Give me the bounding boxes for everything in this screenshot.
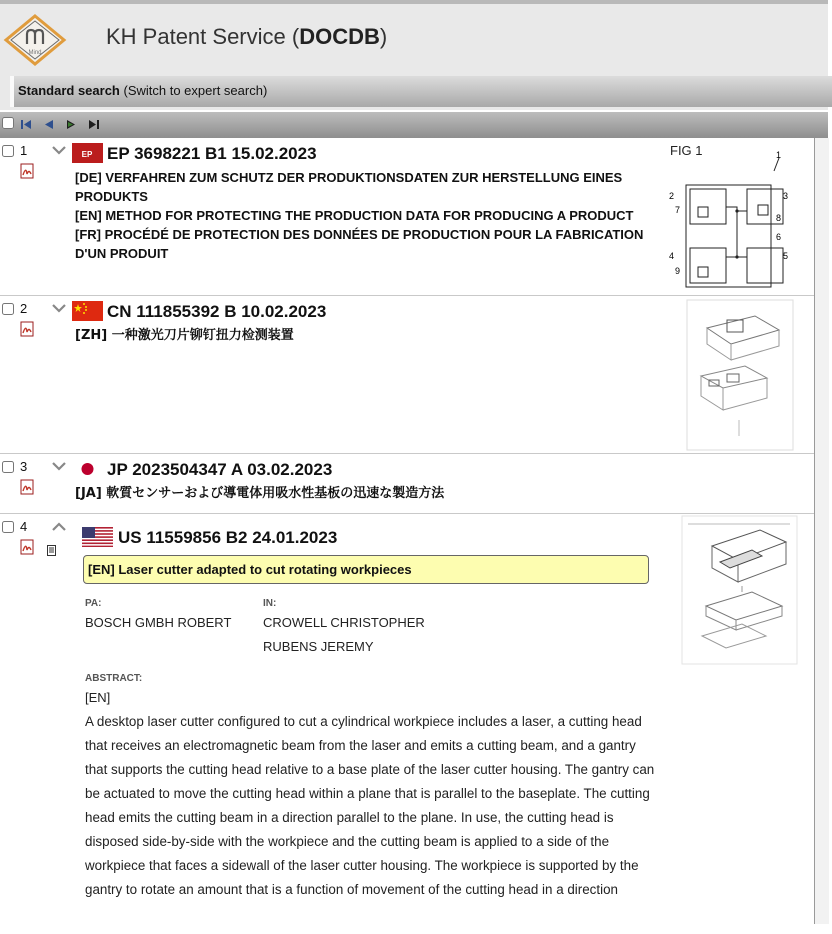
record-number: 4: [20, 519, 28, 534]
document-icon[interactable]: [47, 545, 56, 556]
in-label: IN:: [263, 598, 277, 609]
publication-number[interactable]: US 11559856 B2 24.01.2023: [118, 528, 338, 547]
app-title-prefix: KH Patent Service (: [106, 24, 300, 49]
record-number: 3: [20, 459, 28, 474]
eu-flag-icon: [72, 143, 103, 163]
first-page-icon[interactable]: [20, 118, 33, 131]
title-en: [EN] METHOD FOR PROTECTING THE PRODUCTION DATA FOR PRODUCING A PRODUCT: [75, 208, 634, 223]
title-ja: [JA] 軟質センサーおよび導電体用吸水性基板の迅速な製造方法: [75, 486, 445, 501]
switch-expert-search-link[interactable]: (Switch to expert search): [123, 83, 268, 98]
record-titles: [75, 168, 655, 263]
figure-label: FIG 1: [670, 143, 703, 158]
result-record: [0, 514, 814, 934]
standard-search-label: Standard search: [18, 83, 120, 98]
result-toolbar: [0, 112, 828, 138]
abstract-label: ABSTRACT:: [85, 673, 143, 684]
app-header: [0, 4, 828, 68]
pa-label: PA:: [85, 598, 102, 609]
search-bar: [0, 68, 828, 110]
inventor: CROWELL CHRISTOPHER: [263, 615, 425, 630]
us-flag-icon: [82, 527, 113, 547]
app-title-suffix: ): [379, 24, 388, 49]
record-number: 2: [20, 301, 28, 316]
chevron-down-icon[interactable]: [52, 146, 66, 155]
record-titles: [75, 484, 655, 503]
record-checkbox[interactable]: [2, 461, 14, 473]
app-title-bold: DOCDB: [299, 24, 380, 49]
fig-ref: 3: [783, 191, 789, 201]
last-page-icon[interactable]: [87, 118, 100, 131]
pdf-icon[interactable]: [20, 539, 34, 555]
logo-text: Mind: [28, 50, 42, 56]
fig-ref: 6: [776, 232, 782, 242]
publication-number[interactable]: JP 2023504347 A 03.02.2023: [107, 460, 333, 479]
app-title: [106, 24, 387, 50]
vertical-scrollbar[interactable]: [814, 138, 829, 924]
record-checkbox[interactable]: [2, 145, 14, 157]
result-record: [0, 296, 814, 454]
english-title-box: [83, 555, 649, 584]
chevron-down-icon[interactable]: [52, 304, 66, 313]
applicant: BOSCH GMBH ROBERT: [85, 615, 232, 630]
result-record: [0, 138, 814, 296]
japan-flag-icon: [72, 459, 103, 479]
pdf-icon[interactable]: [20, 163, 34, 179]
chevron-up-icon[interactable]: [52, 522, 66, 531]
fig-ref: 8: [776, 213, 782, 223]
chevron-down-icon[interactable]: [52, 462, 66, 471]
fig-ref: 1: [775, 150, 781, 160]
english-title: [EN] Laser cutter adapted to cut rotating workpieces: [88, 562, 412, 577]
record-checkbox[interactable]: [2, 303, 14, 315]
pdf-icon[interactable]: [20, 321, 34, 337]
result-list: [0, 138, 814, 924]
select-all-checkbox[interactable]: [2, 117, 14, 129]
result-record: [0, 454, 814, 514]
record-titles: [75, 326, 655, 345]
publication-number[interactable]: EP 3698221 B1 15.02.2023: [107, 144, 317, 163]
drawing-thumbnail[interactable]: [667, 141, 789, 291]
fig-ref: 7: [675, 205, 681, 215]
fig-ref: 5: [783, 251, 789, 261]
fig-ref: 4: [669, 251, 675, 261]
china-flag-icon: [72, 301, 103, 321]
record-number: 1: [20, 143, 28, 158]
title-de: [DE] VERFAHREN ZUM SCHUTZ DER PRODUKTIONSDATEN ZUR HERSTELLUNG EINES PRODUKTS: [75, 170, 623, 204]
publication-number[interactable]: CN 111855392 B 10.02.2023: [107, 302, 327, 321]
pdf-icon[interactable]: [20, 479, 34, 495]
abstract-text: A desktop laser cutter configured to cut a cylindrical workpiece includes a laser, a cutting head that receives an electromagnetic beam from the laser and emits a cutting beam, and a gantry that supports the cutting head relative to a base plate of the laser cutter housing. The gantry can be actuated to move the cutting head within a plane that is parallel to the baseplate. The cutting head emits the cutting beam in a direction parallel to the plane. In use, the cutting head is disposed side-by-side with the workpiece and the cutting beam is applied to a side of the workpiece that faces a sidewall of the laser cutter housing. The workpiece is supported by the gantry to rotate an amount that is a function of movement of the cutting head in a direction: [85, 714, 655, 897]
title-fr: [FR] PROCÉDÉ DE PROTECTION DES DONNÉES DE PRODUCTION POUR LA FABRICATION D'UN PRODUIT: [75, 227, 644, 261]
drawing-thumbnail[interactable]: [687, 300, 793, 450]
title-zh: [ZH] 一种激光刀片铆钉扭力检测装置: [75, 328, 294, 343]
search-mode-bar: [10, 76, 832, 107]
drawing-thumbnail[interactable]: [682, 516, 797, 664]
prev-page-icon[interactable]: [42, 118, 55, 131]
abstract-language: [EN]: [85, 690, 111, 705]
search-mode-text: [18, 83, 267, 98]
inventor: RUBENS JEREMY: [263, 639, 374, 654]
fig-ref: 2: [669, 191, 675, 201]
record-checkbox[interactable]: [2, 521, 14, 533]
svg-text:EP: EP: [81, 150, 93, 159]
next-page-icon[interactable]: [64, 118, 77, 131]
fig-ref: 9: [675, 266, 681, 276]
logo: [4, 14, 66, 66]
